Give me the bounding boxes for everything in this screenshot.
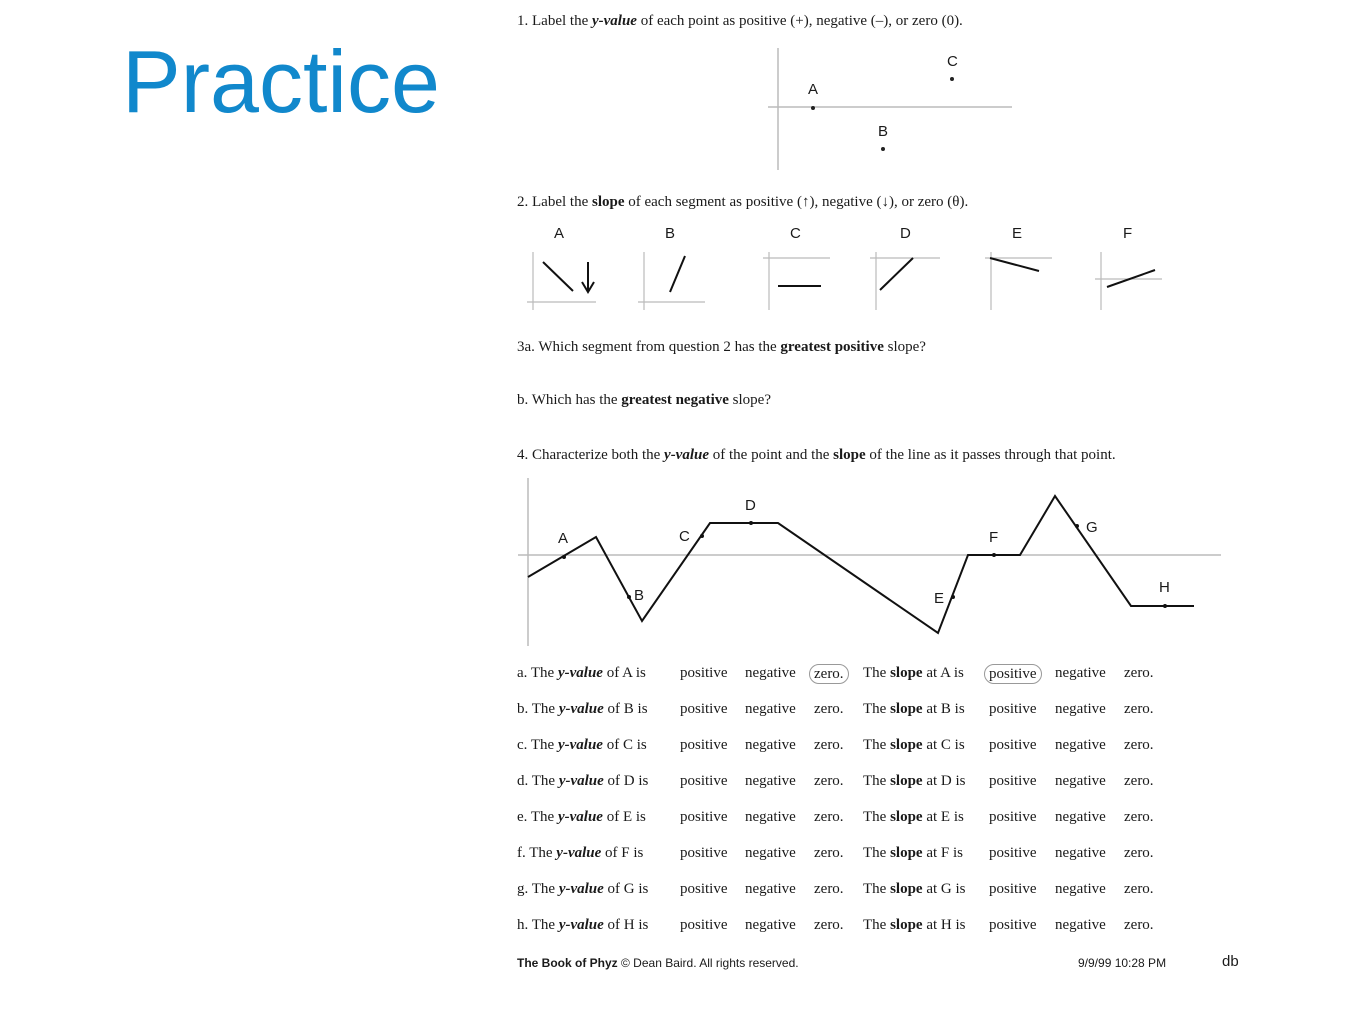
slope-option-zero[interactable]: zero. <box>1124 665 1154 681</box>
q3b-post: slope? <box>728 392 771 408</box>
q2-bold: slope <box>591 194 625 210</box>
graph-label-c: C <box>679 528 690 545</box>
answer-row <box>517 808 1217 828</box>
slope-option-positive[interactable]: positive <box>989 737 1037 753</box>
slope-option-negative[interactable]: negative <box>1055 701 1106 717</box>
slope-option-zero[interactable]: zero. <box>1124 701 1154 717</box>
slope-option-negative[interactable]: negative <box>1055 845 1106 861</box>
slope-option-negative[interactable]: negative <box>1055 917 1106 933</box>
segment-e <box>990 258 1039 271</box>
answer-row <box>517 772 1217 792</box>
q4-text: 4. Characterize both the <box>517 447 665 463</box>
copyright <box>517 956 799 970</box>
q2-rest: of each segment as positive (↑), negative (↓), or zero (θ). <box>624 194 969 210</box>
slope-option-positive[interactable]: positive <box>989 917 1037 933</box>
q3a-post: slope? <box>883 339 926 355</box>
q1-point-c <box>950 77 954 81</box>
q3a-text: 3a. Which segment from question 2 has the <box>517 339 781 355</box>
copyright-text: © Dean Baird. All rights reserved. <box>617 956 799 970</box>
q4-points <box>562 521 1167 608</box>
q4-graph-line <box>528 496 1194 633</box>
y-option-positive[interactable]: positive <box>680 701 728 717</box>
y-option-zero[interactable]: zero. <box>814 881 844 897</box>
answer-row <box>517 736 1217 756</box>
graph-label-f: F <box>989 529 999 546</box>
row-yvalue-label: g. The y-value of G is <box>517 881 649 897</box>
q3b-text: b. Which has the <box>517 392 622 408</box>
footer-date: 9/9/99 10:28 PM <box>1078 956 1167 970</box>
q3b-bold: greatest negative <box>621 392 729 408</box>
y-option-negative[interactable]: negative <box>745 881 796 897</box>
row-slope-label: The slope at D is <box>863 773 966 789</box>
y-option-positive[interactable]: positive <box>680 737 728 753</box>
q2-text: 2. Label the <box>517 194 592 210</box>
y-option-positive[interactable]: positive <box>680 845 728 861</box>
segment-label-d: D <box>900 225 911 242</box>
q1-label-a: A <box>808 81 819 98</box>
segment-label-a: A <box>554 225 565 242</box>
y-option-positive[interactable]: positive <box>680 773 728 789</box>
y-option-positive[interactable]: positive <box>680 917 728 933</box>
question-4 <box>517 446 1116 464</box>
segment-label-f: F <box>1123 225 1133 242</box>
slope-option-zero[interactable]: zero. <box>1124 845 1154 861</box>
q4-mid: of the point and the <box>709 447 834 463</box>
slope-option-zero[interactable]: zero. <box>1124 737 1154 753</box>
slope-option-negative[interactable]: negative <box>1055 809 1106 825</box>
y-option-negative[interactable]: negative <box>745 773 796 789</box>
slope-option-zero[interactable]: zero. <box>1124 773 1154 789</box>
slope-option-negative[interactable]: negative <box>1055 737 1106 753</box>
y-option-zero[interactable]: zero. <box>814 701 844 717</box>
row-slope-label: The slope at B is <box>863 701 965 717</box>
question-2 <box>517 193 968 211</box>
row-slope-label: The slope at C is <box>863 737 965 753</box>
y-option-positive[interactable]: positive <box>680 665 728 681</box>
row-yvalue-label: d. The y-value of D is <box>517 773 649 789</box>
y-option-zero[interactable]: zero. <box>814 845 844 861</box>
graph-label-g: G <box>1086 519 1098 536</box>
y-option-negative[interactable]: negative <box>745 737 796 753</box>
slope-option-negative[interactable]: negative <box>1055 773 1106 789</box>
slope-option-zero[interactable]: zero. <box>1124 809 1154 825</box>
q4-axes <box>518 478 1221 646</box>
y-option-negative[interactable]: negative <box>745 917 796 933</box>
row-slope-label: The slope at H is <box>863 917 966 933</box>
question-3a <box>517 338 926 356</box>
segment-label-c: C <box>790 225 801 242</box>
y-option-positive[interactable]: positive <box>680 881 728 897</box>
row-slope-label: The slope at G is <box>863 881 966 897</box>
graph-label-d: D <box>745 497 756 514</box>
q2-segments <box>543 256 1155 292</box>
q3a-bold: greatest positive <box>780 339 884 355</box>
row-yvalue-label: a. The y-value of A is <box>517 665 646 681</box>
slope-option-positive[interactable]: positive <box>989 773 1037 789</box>
y-option-zero[interactable]: zero. <box>814 809 844 825</box>
y-option-negative[interactable]: negative <box>745 809 796 825</box>
down-arrow-icon <box>582 262 594 292</box>
q1-label-b: B <box>878 123 889 140</box>
segment-b <box>670 256 685 292</box>
slope-option-positive[interactable]: positive <box>989 881 1037 897</box>
row-slope-label: The slope at F is <box>863 845 964 861</box>
slide-title: Practice <box>122 32 440 131</box>
graph-label-e: E <box>934 590 945 607</box>
graph-label-b: B <box>634 587 645 604</box>
row-yvalue-label: e. The y-value of E is <box>517 809 646 825</box>
answer-row <box>517 880 1217 900</box>
q4-bold2: slope <box>833 447 866 463</box>
q1-point-b <box>881 147 885 151</box>
y-option-zero[interactable]: zero. <box>814 773 844 789</box>
q2-axes <box>527 252 1162 310</box>
question-3b <box>517 391 771 409</box>
y-option-negative[interactable]: negative <box>745 701 796 717</box>
q1-text: 1. Label the <box>517 13 592 29</box>
slope-option-zero[interactable]: zero. <box>1124 917 1154 933</box>
q1-axes <box>768 48 1012 170</box>
row-yvalue-label: h. The y-value of H is <box>517 917 649 933</box>
row-yvalue-label: b. The y-value of B is <box>517 701 648 717</box>
row-slope-label: The slope at E is <box>863 809 964 825</box>
slope-option-zero[interactable]: zero. <box>1124 881 1154 897</box>
answer-row <box>517 844 1217 864</box>
slope-option-positive[interactable]: positive <box>984 664 1042 684</box>
slope-option-positive[interactable]: positive <box>989 701 1037 717</box>
y-option-zero[interactable]: zero. <box>814 737 844 753</box>
y-option-zero[interactable]: zero. <box>809 664 849 684</box>
graph-label-a: A <box>558 530 569 547</box>
y-option-positive[interactable]: positive <box>680 809 728 825</box>
slope-option-positive[interactable]: positive <box>989 845 1037 861</box>
row-yvalue-label: f. The y-value of F is <box>517 845 644 861</box>
row-slope-label: The slope at A is <box>863 665 964 681</box>
q1-bold: y-value <box>591 13 637 29</box>
answer-row <box>517 916 1217 936</box>
q1-rest: of each point as positive (+), negative (–), or zero (0). <box>636 13 963 29</box>
book-title: The Book of Phyz <box>517 956 618 970</box>
answer-row <box>517 664 1217 684</box>
graph-label-h: H <box>1159 579 1170 596</box>
segment-label-b: B <box>665 225 676 242</box>
segment-label-e: E <box>1012 225 1023 242</box>
y-option-negative[interactable]: negative <box>745 845 796 861</box>
q4-post: of the line as it passes through that point. <box>865 447 1116 463</box>
q1-point-a <box>811 106 815 110</box>
footer-initials: db <box>1222 953 1239 970</box>
segment-a <box>543 262 573 291</box>
y-option-zero[interactable]: zero. <box>814 917 844 933</box>
answer-row <box>517 700 1217 720</box>
q1-label-c: C <box>947 53 958 70</box>
segment-d <box>880 258 913 290</box>
q4-bold1: y-value <box>664 447 710 463</box>
slope-option-positive[interactable]: positive <box>989 809 1037 825</box>
slope-option-negative[interactable]: negative <box>1055 665 1106 681</box>
y-option-negative[interactable]: negative <box>745 665 796 681</box>
row-yvalue-label: c. The y-value of C is <box>517 737 647 753</box>
slope-option-negative[interactable]: negative <box>1055 881 1106 897</box>
